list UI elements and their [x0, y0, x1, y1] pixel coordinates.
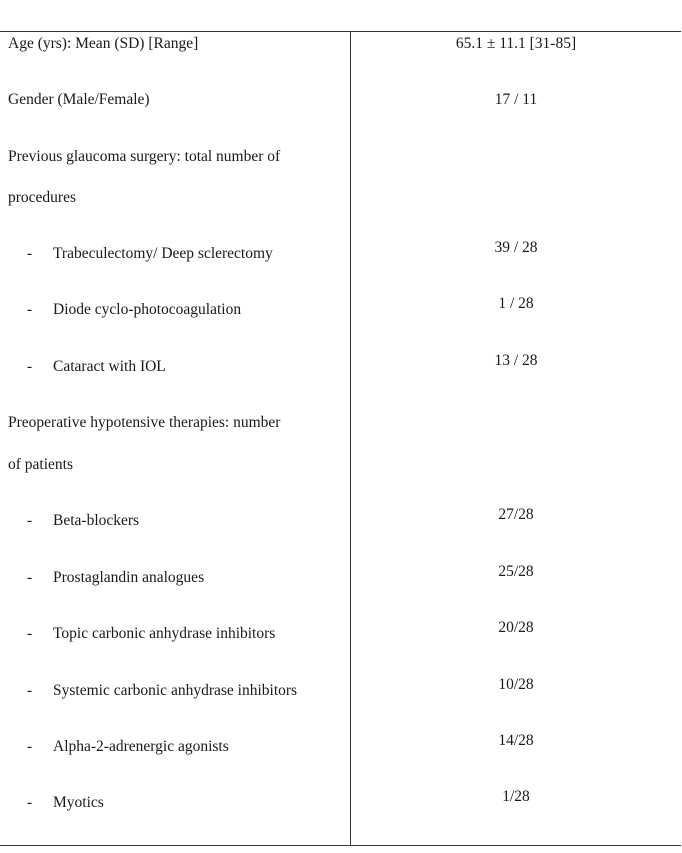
column-divider: [350, 31, 351, 846]
dash-marker: -: [27, 569, 33, 586]
row-label-gender: Gender (Male/Female): [8, 91, 150, 108]
row-label: Diode cyclo-photocoagulation: [53, 301, 242, 318]
row-label: Topic carbonic anhydrase inhibitors: [53, 625, 276, 642]
row-label: Cataract with IOL: [53, 358, 166, 375]
row-value-myotics: 1/28: [502, 788, 530, 805]
dash-marker: -: [27, 794, 33, 811]
row-label-age: Age (yrs): Mean (SD) [Range]: [8, 35, 199, 52]
row-value-prostaglandin: 25/28: [498, 563, 534, 580]
section-heading-surgery-line2: procedures: [8, 189, 76, 206]
row-value-cataract: 13 / 28: [494, 352, 538, 369]
row-label: Beta-blockers: [53, 512, 140, 529]
list-item-myotics: [27, 795, 104, 811]
list-item-prostaglandin: [27, 570, 204, 586]
dash-marker: -: [27, 682, 33, 699]
row-value-topic-cai: 20/28: [498, 619, 534, 636]
dash-marker: -: [27, 512, 33, 529]
row-value-trabeculectomy: 39 / 28: [494, 239, 538, 256]
list-item-cataract: [27, 359, 166, 375]
list-item-systemic-cai: [27, 683, 297, 699]
list-item-alpha2: [27, 739, 229, 755]
list-item-trabeculectomy: [27, 246, 273, 262]
row-value-alpha2: 14/28: [498, 732, 534, 749]
row-label: Alpha-2-adrenergic agonists: [53, 738, 229, 755]
section-heading-surgery-line1: Previous glaucoma surgery: total number of: [8, 148, 281, 165]
row-value-diode: 1 / 28: [498, 295, 534, 312]
list-item-diode: [27, 302, 241, 318]
row-label: Myotics: [53, 794, 104, 811]
section-heading-therapies-line1: Preoperative hypotensive therapies: number: [8, 414, 281, 431]
dash-marker: -: [27, 738, 33, 755]
row-label: Systemic carbonic anhydrase inhibitors: [53, 682, 298, 699]
row-value-systemic-cai: 10/28: [498, 676, 534, 693]
row-value-age: 65.1 ± 11.1 [31-85]: [455, 35, 577, 52]
list-item-topic-cai: [27, 626, 275, 642]
row-label: Prostaglandin analogues: [53, 569, 205, 586]
dash-marker: -: [27, 625, 33, 642]
list-item-beta-blockers: [27, 513, 139, 529]
dash-marker: -: [27, 245, 33, 262]
row-label: Trabeculectomy/ Deep sclerectomy: [53, 245, 273, 262]
dash-marker: -: [27, 358, 33, 375]
section-heading-therapies-line2: of patients: [8, 456, 73, 473]
dash-marker: -: [27, 301, 33, 318]
row-value-beta-blockers: 27/28: [498, 506, 534, 523]
row-value-gender: 17 / 11: [494, 91, 538, 108]
